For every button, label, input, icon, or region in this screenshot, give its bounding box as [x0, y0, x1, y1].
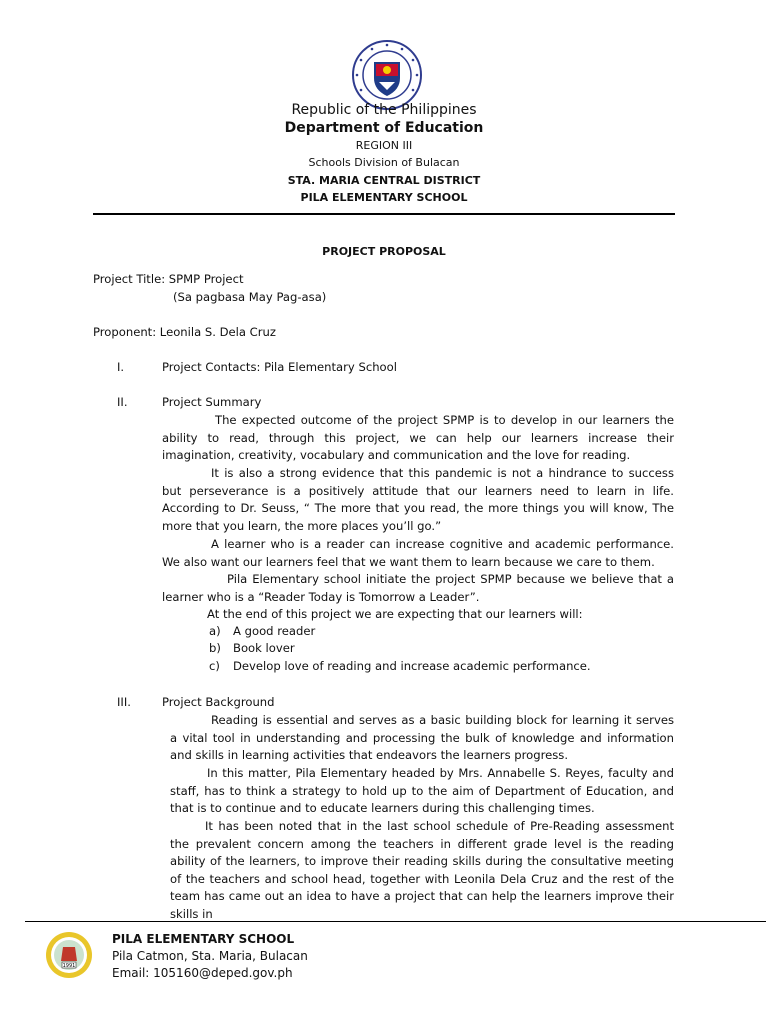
section-1-number: I. — [117, 360, 125, 374]
footer-school-name: PILA ELEMENTARY SCHOOL — [112, 932, 295, 946]
proponent: Proponent: Leonila S. Dela Cruz — [93, 325, 276, 339]
summary-paragraph-1: The expected outcome of the project SPMP is to develop in our learners the ability to read, through this project, we can help our learners increase their imagination, creativity, vocabulary and communication and the love for reading. — [162, 413, 674, 463]
summary-paragraph-2: It is also a strong evidence that this pandemic is not a hindrance to success but perseverance is a positively attitude that our learners need to learn in life. According to Dr. Seuss, “ The more that you read, the more things you will know, The more that you learn, the more places you’ll go.” — [162, 466, 674, 533]
section-2-title: Project Summary — [162, 395, 262, 409]
logo-year-text: 1991 — [62, 963, 76, 969]
header-region: REGION III — [355, 139, 413, 152]
header-divider — [93, 213, 675, 215]
list-item: b) Book lover — [209, 641, 295, 655]
header-republic: Republic of the Philippines — [291, 102, 477, 118]
header-division: Schools Division of Bulacan — [308, 156, 460, 169]
summary-paragraph-4: Pila Elementary school initiate the project SPMP because we believe that a learner who is a “Reader Today is Tomorrow a Leader”. — [162, 572, 674, 604]
footer-divider — [25, 921, 766, 922]
header-district: STA. MARIA CENTRAL DISTRICT — [287, 174, 481, 187]
header-department: Department of Education — [284, 120, 484, 136]
background-paragraph-2: In this matter, Pila Elementary headed by Mrs. Annabelle S. Reyes, faculty and staff, has to think a strategy to hold up to the aim of Department of Education, and that is to continue and to educate learners during this challenging times. — [170, 766, 674, 816]
project-title: Project Title: SPMP Project — [93, 272, 244, 286]
section-1-title: Project Contacts: Pila Elementary School — [162, 360, 397, 374]
list-item: a) A good reader — [209, 624, 316, 638]
summary-paragraph-3: A learner who is a reader can increase cognitive and academic performance. We also want our learners feel that we want them to learn because we care to them. — [162, 537, 674, 569]
school-seal-logo — [45, 931, 93, 979]
footer-email[interactable]: Email: 105160@deped.gov.ph — [112, 966, 293, 980]
background-paragraph-1: Reading is essential and serves as a basic building block for learning it serves a vital tool in understanding and processing the bulk of knowledge and information and skills in learning activities that endeavors the learners progress. — [170, 713, 674, 763]
header-school: PILA ELEMENTARY SCHOOL — [300, 191, 468, 204]
expectation-intro: At the end of this project we are expecting that our learners will: — [207, 607, 583, 621]
footer-address: Pila Catmon, Sta. Maria, Bulacan — [112, 949, 308, 963]
list-item: c) Develop love of reading and increase academic performance. — [209, 659, 591, 673]
section-3-title: Project Background — [162, 695, 275, 709]
section-3-number: III. — [117, 695, 131, 709]
background-paragraph-3: It has been noted that in the last school schedule of Pre-Reading assessment the prevalent concern among the teachers in different grade level is the reading ability of the learners, to improve their reading skills during the consultative meeting of the teachers and school head, together with Leonila Dela Cruz and the rest of the team has came out an idea to have a project that can help the learners improve their skills in — [170, 819, 674, 921]
section-2-number: II. — [117, 395, 128, 409]
project-subtitle: (Sa pagbasa May Pag-asa) — [173, 290, 327, 304]
deped-seal-logo — [352, 40, 422, 110]
document-title: PROJECT PROPOSAL — [322, 245, 446, 258]
